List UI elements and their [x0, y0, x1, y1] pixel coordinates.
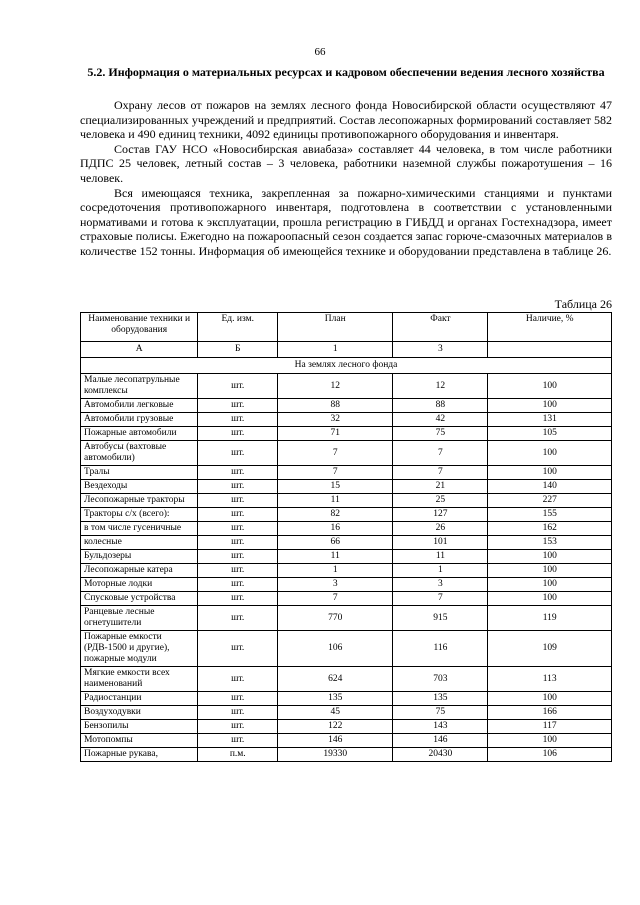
- row-percent-cell: 162: [488, 522, 612, 536]
- header-cell-name: Наименование техники и оборудования: [81, 313, 198, 342]
- row-name-cell: в том числе гусеничные: [81, 522, 198, 536]
- row-unit-cell: шт.: [198, 720, 278, 734]
- row-percent-cell: 131: [488, 413, 612, 427]
- table-row: [81, 631, 612, 667]
- row-percent-cell: 105: [488, 427, 612, 441]
- row-fact-cell: 20430: [393, 748, 488, 762]
- row-percent-cell: 100: [488, 399, 612, 413]
- row-plan-cell: 32: [278, 413, 393, 427]
- table-row: [81, 466, 612, 480]
- row-unit-cell: шт.: [198, 564, 278, 578]
- row-fact-cell: 12: [393, 374, 488, 399]
- row-unit-cell: шт.: [198, 427, 278, 441]
- row-name-cell: Лесопожарные катера: [81, 564, 198, 578]
- row-fact-cell: 75: [393, 706, 488, 720]
- row-name-cell: Ранцевые лесные огнетушители: [81, 606, 198, 631]
- row-percent-cell: 100: [488, 592, 612, 606]
- table-row: [81, 550, 612, 564]
- row-unit-cell: шт.: [198, 399, 278, 413]
- row-unit-cell: шт.: [198, 592, 278, 606]
- row-plan-cell: 66: [278, 536, 393, 550]
- header-cell-plan: План: [278, 313, 393, 342]
- table-row: [81, 508, 612, 522]
- row-plan-cell: 82: [278, 508, 393, 522]
- row-plan-cell: 7: [278, 592, 393, 606]
- row-unit-cell: шт.: [198, 536, 278, 550]
- row-plan-cell: 122: [278, 720, 393, 734]
- row-unit-cell: шт.: [198, 550, 278, 564]
- row-percent-cell: 119: [488, 606, 612, 631]
- row-plan-cell: 106: [278, 631, 393, 667]
- row-plan-cell: 7: [278, 466, 393, 480]
- row-percent-cell: 153: [488, 536, 612, 550]
- paragraph: Вся имеющаяся техника, закрепленная за пожарно-химическими станциями и пунктами сосредоточения противопожарного инвентаря, подготовлена в соответствии с установленными нормативами и готова к эксплуатации, прошла регистрацию в ГИБДД и органах Гостехнадзора, имеет страховые полисы. Ежегодно на пожароопасный сезон создается запас горюче-смазочных материалов в количестве 152 тонны. Информация об имеющейся технике и оборудовании представлена в таблице 26.: [80, 185, 612, 258]
- table-row: [81, 564, 612, 578]
- row-fact-cell: 26: [393, 522, 488, 536]
- row-name-cell: Мотопомпы: [81, 734, 198, 748]
- row-percent-cell: 106: [488, 748, 612, 762]
- section-heading: 5.2. Информация о материальных ресурсах и кадровом обеспечении ведения лесного хозяйства: [87, 65, 605, 79]
- row-unit-cell: шт.: [198, 667, 278, 692]
- row-unit-cell: шт.: [198, 466, 278, 480]
- row-plan-cell: 624: [278, 667, 393, 692]
- row-fact-cell: 703: [393, 667, 488, 692]
- row-name-cell: Автобусы (вахтовые автомобили): [81, 441, 198, 466]
- row-fact-cell: 7: [393, 592, 488, 606]
- row-percent-cell: 100: [488, 374, 612, 399]
- paragraph: Состав ГАУ НСО «Новосибирская авиабаза» составляет 44 человека, в том числе работники ПДПС 25 человек, летный состав – 3 человека, работники наземной службы пожаротушения – 16 человек.: [80, 141, 612, 185]
- row-name-cell: Пожарные рукава,: [81, 748, 198, 762]
- row-unit-cell: шт.: [198, 522, 278, 536]
- table-row: [81, 441, 612, 466]
- header-cell-unit: Ед. изм.: [198, 313, 278, 342]
- row-name-cell: Лесопожарные тракторы: [81, 494, 198, 508]
- index-cell: 1: [278, 342, 393, 358]
- table-row: [81, 706, 612, 720]
- row-percent-cell: 100: [488, 466, 612, 480]
- row-percent-cell: 227: [488, 494, 612, 508]
- row-fact-cell: 146: [393, 734, 488, 748]
- row-plan-cell: 7: [278, 441, 393, 466]
- row-plan-cell: 88: [278, 399, 393, 413]
- row-name-cell: Спусковые устройства: [81, 592, 198, 606]
- table-row: [81, 592, 612, 606]
- row-plan-cell: 146: [278, 734, 393, 748]
- row-name-cell: Тралы: [81, 466, 198, 480]
- row-percent-cell: 140: [488, 480, 612, 494]
- table-row: [81, 536, 612, 550]
- row-percent-cell: 100: [488, 550, 612, 564]
- table-header-row: [81, 313, 612, 342]
- row-unit-cell: шт.: [198, 508, 278, 522]
- row-name-cell: Моторные лодки: [81, 578, 198, 592]
- table-row: [81, 399, 612, 413]
- row-fact-cell: 11: [393, 550, 488, 564]
- table-row: [81, 692, 612, 706]
- row-plan-cell: 12: [278, 374, 393, 399]
- row-unit-cell: шт.: [198, 413, 278, 427]
- row-plan-cell: 45: [278, 706, 393, 720]
- table-index-row: [81, 342, 612, 358]
- equipment-table: [80, 312, 612, 762]
- row-name-cell: колесные: [81, 536, 198, 550]
- table-row: [81, 413, 612, 427]
- row-name-cell: Бульдозеры: [81, 550, 198, 564]
- row-plan-cell: 3: [278, 578, 393, 592]
- row-unit-cell: шт.: [198, 734, 278, 748]
- row-fact-cell: 135: [393, 692, 488, 706]
- row-plan-cell: 11: [278, 494, 393, 508]
- row-name-cell: Малые лесопатрульные комплексы: [81, 374, 198, 399]
- table-caption: Таблица 26: [554, 297, 612, 311]
- row-fact-cell: 1: [393, 564, 488, 578]
- row-fact-cell: 3: [393, 578, 488, 592]
- row-fact-cell: 7: [393, 441, 488, 466]
- row-plan-cell: 135: [278, 692, 393, 706]
- table-row: [81, 494, 612, 508]
- row-name-cell: Вездеходы: [81, 480, 198, 494]
- row-fact-cell: 7: [393, 466, 488, 480]
- table-row: [81, 720, 612, 734]
- table-row: [81, 427, 612, 441]
- row-unit-cell: шт.: [198, 494, 278, 508]
- row-fact-cell: 75: [393, 427, 488, 441]
- row-name-cell: Воздуходувки: [81, 706, 198, 720]
- row-plan-cell: 770: [278, 606, 393, 631]
- table-row: [81, 606, 612, 631]
- row-name-cell: Бензопилы: [81, 720, 198, 734]
- row-fact-cell: 101: [393, 536, 488, 550]
- row-percent-cell: 100: [488, 734, 612, 748]
- row-unit-cell: шт.: [198, 441, 278, 466]
- row-percent-cell: 155: [488, 508, 612, 522]
- index-cell: [488, 342, 612, 358]
- row-plan-cell: 16: [278, 522, 393, 536]
- body-text: [80, 98, 612, 259]
- row-fact-cell: 116: [393, 631, 488, 667]
- row-unit-cell: шт.: [198, 578, 278, 592]
- row-fact-cell: 915: [393, 606, 488, 631]
- row-fact-cell: 21: [393, 480, 488, 494]
- row-percent-cell: 100: [488, 441, 612, 466]
- row-percent-cell: 100: [488, 564, 612, 578]
- table-row: [81, 522, 612, 536]
- header-cell-percent: Наличие, %: [488, 313, 612, 342]
- row-fact-cell: 143: [393, 720, 488, 734]
- row-plan-cell: 11: [278, 550, 393, 564]
- row-percent-cell: 166: [488, 706, 612, 720]
- row-fact-cell: 25: [393, 494, 488, 508]
- row-plan-cell: 1: [278, 564, 393, 578]
- row-plan-cell: 71: [278, 427, 393, 441]
- row-unit-cell: шт.: [198, 706, 278, 720]
- index-cell: А: [81, 342, 198, 358]
- row-fact-cell: 42: [393, 413, 488, 427]
- table-row: [81, 748, 612, 762]
- row-percent-cell: 109: [488, 631, 612, 667]
- row-percent-cell: 100: [488, 578, 612, 592]
- row-name-cell: Пожарные емкости (РДВ-1500 и другие), пожарные модули: [81, 631, 198, 667]
- table-row: [81, 734, 612, 748]
- row-plan-cell: 19330: [278, 748, 393, 762]
- row-name-cell: Пожарные автомобили: [81, 427, 198, 441]
- row-unit-cell: шт.: [198, 374, 278, 399]
- row-name-cell: Автомобили грузовые: [81, 413, 198, 427]
- index-cell: Б: [198, 342, 278, 358]
- row-unit-cell: шт.: [198, 606, 278, 631]
- row-name-cell: Мягкие емкости всех наименований: [81, 667, 198, 692]
- row-percent-cell: 113: [488, 667, 612, 692]
- row-percent-cell: 100: [488, 692, 612, 706]
- paragraph: Охрану лесов от пожаров на землях лесного фонда Новосибирской области осуществляют 47 специализированных учреждений и предприятий. Состав лесопожарных формирований составляет 582 человека и 490 единиц техники, 4092 единицы противопожарного оборудования и инвентаря.: [80, 98, 612, 142]
- table-section-row: [81, 358, 612, 374]
- row-unit-cell: шт.: [198, 692, 278, 706]
- row-unit-cell: п.м.: [198, 748, 278, 762]
- table-row: [81, 374, 612, 399]
- row-name-cell: Радиостанции: [81, 692, 198, 706]
- index-cell: 3: [393, 342, 488, 358]
- row-fact-cell: 127: [393, 508, 488, 522]
- section-label: На землях лесного фонда: [81, 358, 612, 374]
- table-row: [81, 480, 612, 494]
- row-plan-cell: 15: [278, 480, 393, 494]
- row-name-cell: Автомобили легковые: [81, 399, 198, 413]
- row-unit-cell: шт.: [198, 631, 278, 667]
- row-unit-cell: шт.: [198, 480, 278, 494]
- page-number: 66: [314, 46, 326, 58]
- table-row: [81, 667, 612, 692]
- row-fact-cell: 88: [393, 399, 488, 413]
- header-cell-fact: Факт: [393, 313, 488, 342]
- row-percent-cell: 117: [488, 720, 612, 734]
- row-name-cell: Тракторы с/х (всего):: [81, 508, 198, 522]
- table-row: [81, 578, 612, 592]
